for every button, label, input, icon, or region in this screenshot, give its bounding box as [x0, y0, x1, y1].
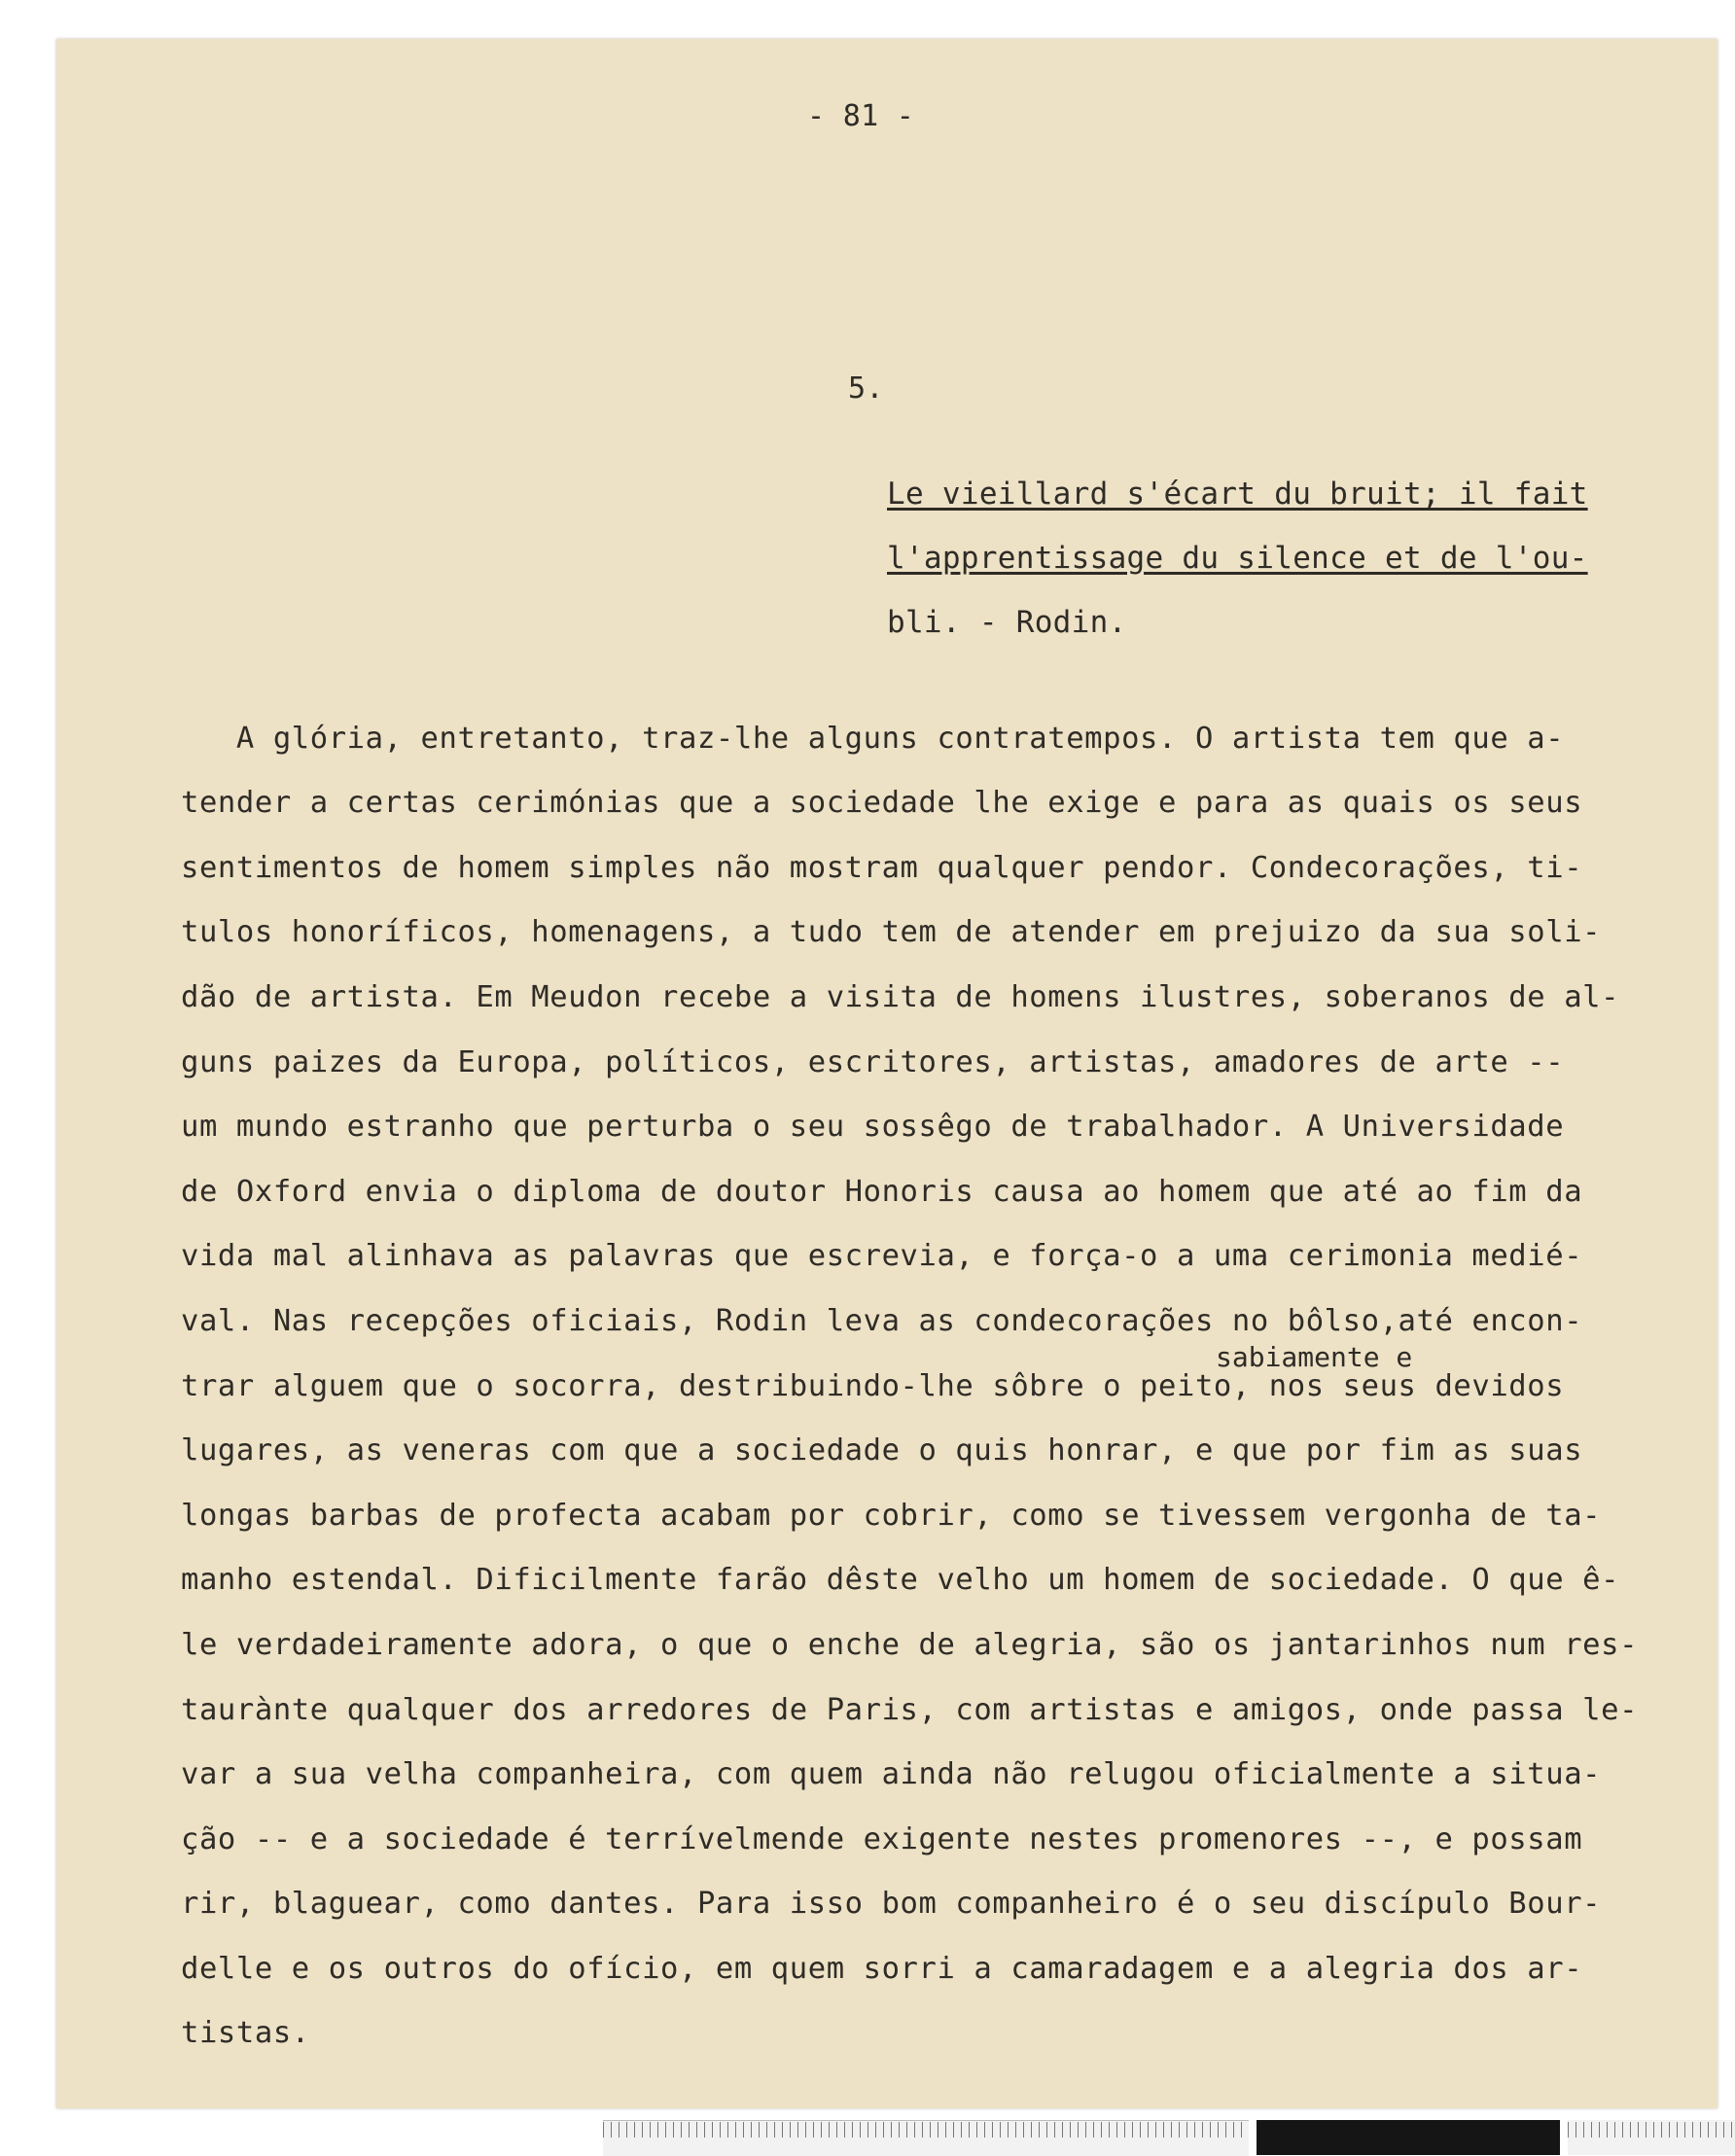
section-number: 5. [848, 371, 884, 406]
epigraph-line: l'apprentissage du silence et de l'ou- [887, 541, 1588, 576]
body-line: tulos honoríficos, homenagens, a tudo tem de atender em prejuizo da sua soli- [181, 915, 1602, 949]
ruler-ticks [603, 2122, 1249, 2138]
body-line: lugares, as veneras com que a sociedade o quis honrar, e que por fim as suas [181, 1433, 1583, 1467]
body-line: var a sua velha companheira, com quem ainda não relugou oficialmente a situa- [181, 1757, 1602, 1791]
body-line: sentimentos de homem simples não mostram qualquer pendor. Condecorações, ti- [181, 851, 1583, 885]
body-line: de Oxford envia o diploma de doutor Honoris causa ao homem que até ao fim da [181, 1175, 1583, 1209]
body-line: delle e os outros do ofício, em quem sorri a camaradagem e a alegria dos ar- [181, 1952, 1583, 1986]
epigraph-line: Le vieillard s'écart du bruit; il fait [887, 477, 1588, 512]
body-line: val. Nas recepções oficiais, Rodin leva as condecorações no bôlso,até encon- [181, 1304, 1583, 1338]
body-line: A glória, entretanto, traz-lhe alguns contratempos. O artista tem que a- [181, 722, 1565, 756]
interlinear-insertion: sabiamente e [1216, 1341, 1413, 1373]
body-line: manho estendal. Dificilmente farão dêste velho um homem de sociedade. O que ê- [181, 1563, 1620, 1597]
epigraph-line: bli. - Rodin. [887, 605, 1127, 640]
body-line: le verdadeiramente adora, o que o enche de alegria, são os jantarinhos num res- [181, 1628, 1639, 1662]
body-line: ção -- e a sociedade é terrívelmende exigente nestes promenores --, e possam [181, 1822, 1583, 1856]
body-line: dão de artista. Em Meudon recebe a visita de homens ilustres, soberanos de al- [181, 980, 1620, 1014]
body-line: rir, blaguear, como dantes. Para isso bom companheiro é o seu discípulo Bour- [181, 1887, 1602, 1921]
body-line: um mundo estranho que perturba o seu sossêgo de trabalhador. A Universidade [181, 1110, 1565, 1144]
body-line: tistas. [181, 2016, 310, 2050]
ruler-ticks-end [1568, 2122, 1735, 2138]
body-line: tender a certas cerimónias que a sociedade lhe exige e para as quais os seus [181, 786, 1583, 820]
body-line: trar alguem que o socorra, destribuindo-lhe sôbre o peito, nos seus devidos [181, 1369, 1565, 1403]
body-line: vida mal alinhava as palavras que escrevia, e força-o a uma cerimonia medié- [181, 1239, 1583, 1273]
body-line: longas barbas de profecta acabam por cobrir, como se tivessem vergonha de ta- [181, 1499, 1602, 1533]
body-line: taurànte qualquer dos arredores de Paris, com artistas e amigos, onde passa le- [181, 1693, 1639, 1727]
body-line: guns paizes da Europa, políticos, escritores, artistas, amadores de arte -- [181, 1045, 1565, 1079]
page-number: - 81 - [807, 99, 915, 133]
color-bar [1257, 2120, 1560, 2155]
